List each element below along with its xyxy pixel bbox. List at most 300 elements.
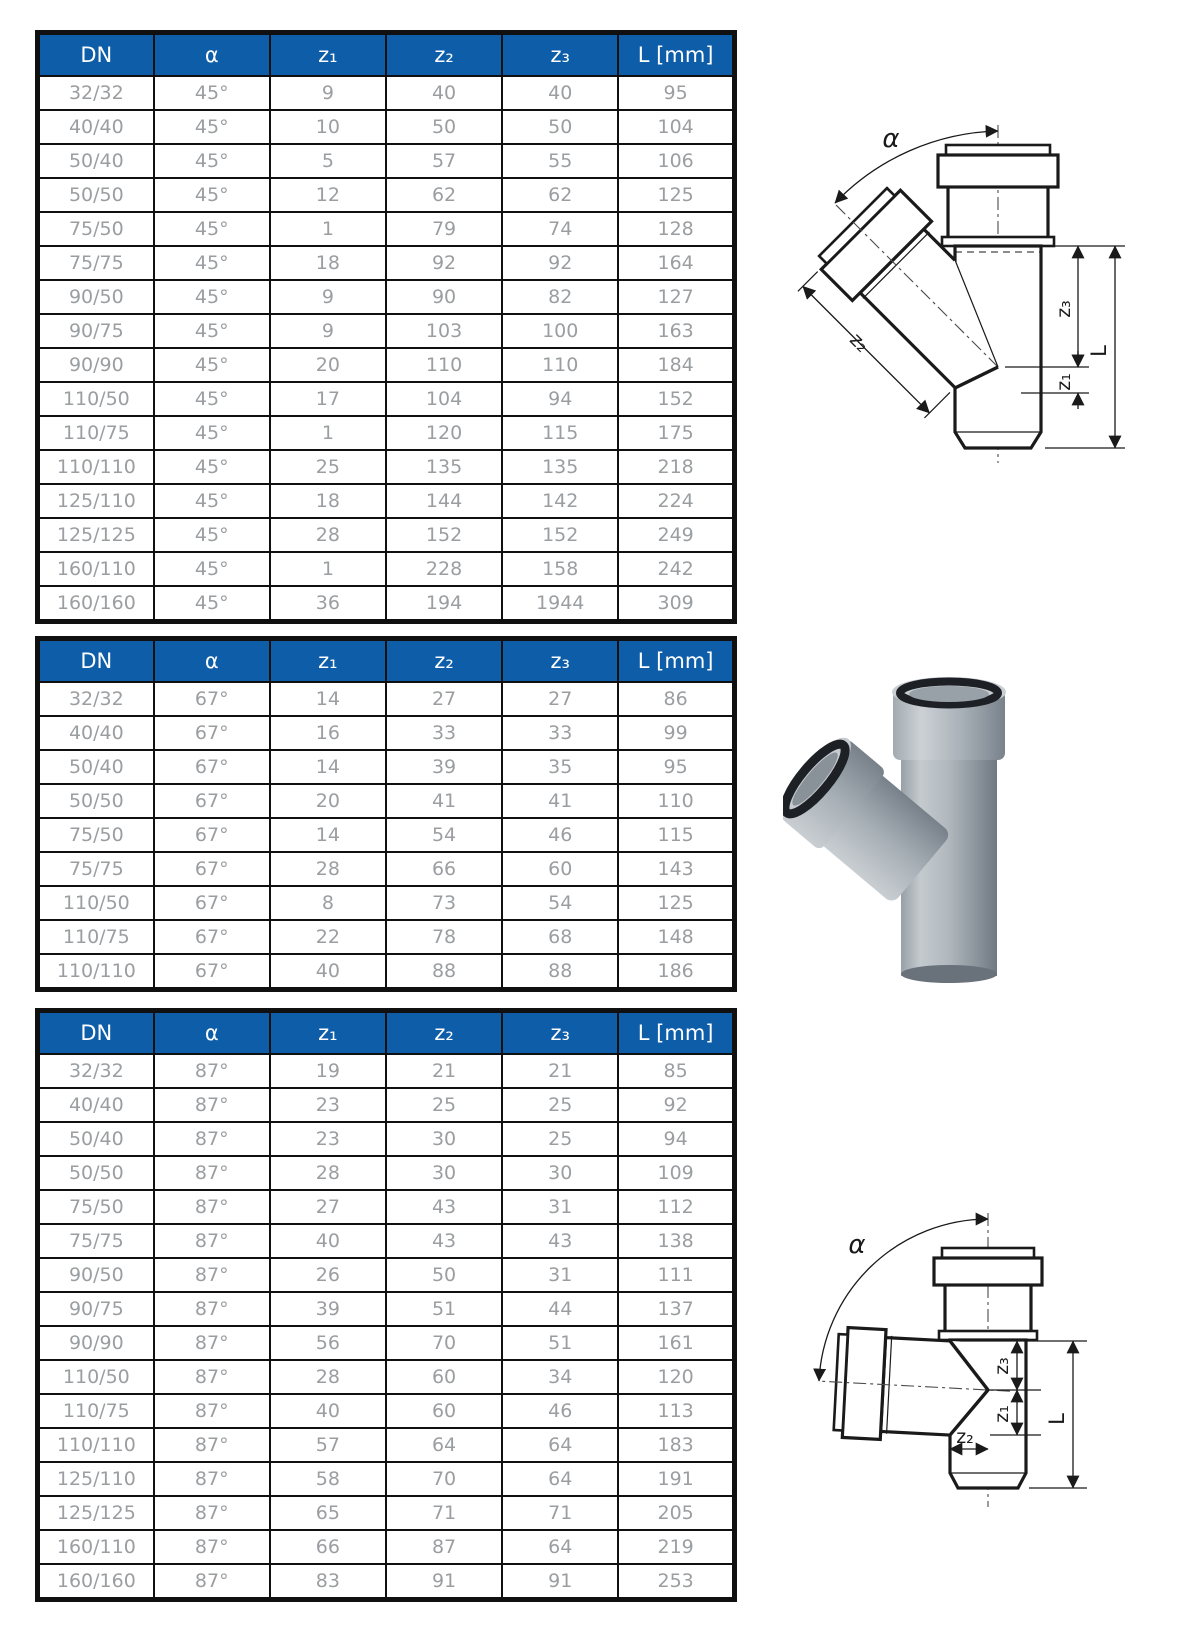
table-cell: 44 bbox=[502, 1292, 618, 1326]
table-cell: 110/50 bbox=[38, 886, 154, 920]
table-cell: 90/75 bbox=[38, 1292, 154, 1326]
table-cell: 64 bbox=[502, 1462, 618, 1496]
table-cell: 110/110 bbox=[38, 450, 154, 484]
table-row bbox=[38, 954, 735, 990]
table-cell: 82 bbox=[502, 280, 618, 314]
table-cell: 160/160 bbox=[38, 1564, 154, 1600]
table-cell: 67° bbox=[154, 852, 270, 886]
table-cell: 90 bbox=[386, 280, 502, 314]
table-cell: 224 bbox=[618, 484, 734, 518]
table-cell: 115 bbox=[502, 416, 618, 450]
table-cell: 87° bbox=[154, 1054, 270, 1088]
table-row bbox=[38, 886, 735, 920]
table-cell: 45° bbox=[154, 314, 270, 348]
table-cell: 152 bbox=[502, 518, 618, 552]
table-row bbox=[38, 716, 735, 750]
table-cell: 249 bbox=[618, 518, 734, 552]
table-cell: 23 bbox=[270, 1122, 386, 1156]
table-cell: 40/40 bbox=[38, 110, 154, 144]
table-cell: 90/90 bbox=[38, 348, 154, 382]
alpha-label: α bbox=[882, 124, 900, 154]
table-cell: 87° bbox=[154, 1156, 270, 1190]
table-cell: 110/75 bbox=[38, 1394, 154, 1428]
table-cell: 45° bbox=[154, 586, 270, 622]
table-row bbox=[38, 280, 735, 314]
table-cell: 70 bbox=[386, 1326, 502, 1360]
table-cell: 87° bbox=[154, 1360, 270, 1394]
table-cell: 62 bbox=[386, 178, 502, 212]
table-cell: 21 bbox=[386, 1054, 502, 1088]
table-row bbox=[38, 586, 735, 622]
table-cell: 160/110 bbox=[38, 552, 154, 586]
table-cell: 67° bbox=[154, 818, 270, 852]
table-row bbox=[38, 382, 735, 416]
table-cell: 191 bbox=[618, 1462, 734, 1496]
table-cell: 163 bbox=[618, 314, 734, 348]
table-cell: 67° bbox=[154, 886, 270, 920]
table-cell: 31 bbox=[502, 1258, 618, 1292]
table-cell: 100 bbox=[502, 314, 618, 348]
table-cell: 66 bbox=[386, 852, 502, 886]
table-cell: 40 bbox=[386, 76, 502, 110]
table-cell: 75/50 bbox=[38, 1190, 154, 1224]
z3-label: z₃ bbox=[991, 1357, 1013, 1375]
table-cell: 120 bbox=[386, 416, 502, 450]
table-cell: 67° bbox=[154, 920, 270, 954]
L-label: L bbox=[1045, 1413, 1069, 1425]
table-cell: 125/125 bbox=[38, 518, 154, 552]
table-cell: 75/50 bbox=[38, 212, 154, 246]
table-cell: 45° bbox=[154, 178, 270, 212]
socket-cap bbox=[938, 155, 1058, 187]
table-row bbox=[38, 1496, 735, 1530]
table-cell: 87° bbox=[154, 1122, 270, 1156]
table-cell: 110/50 bbox=[38, 1360, 154, 1394]
header-row bbox=[38, 33, 735, 77]
table-cell: 71 bbox=[386, 1496, 502, 1530]
table-cell: 125 bbox=[618, 886, 734, 920]
column-header: z₂ bbox=[386, 33, 502, 77]
table-cell: 67° bbox=[154, 682, 270, 716]
table-cell: 27 bbox=[270, 1190, 386, 1224]
table-cell: 35 bbox=[502, 750, 618, 784]
table-cell: 74 bbox=[502, 212, 618, 246]
table-cell: 143 bbox=[618, 852, 734, 886]
table-cell: 51 bbox=[386, 1292, 502, 1326]
table-cell: 110/75 bbox=[38, 920, 154, 954]
table-cell: 55 bbox=[502, 144, 618, 178]
table-cell: 58 bbox=[270, 1462, 386, 1496]
table-cell: 95 bbox=[618, 76, 734, 110]
top-socket-inside bbox=[909, 686, 989, 702]
table-cell: 40 bbox=[270, 954, 386, 990]
table-cell: 9 bbox=[270, 314, 386, 348]
table-row bbox=[38, 246, 735, 280]
table-cell: 83 bbox=[270, 1564, 386, 1600]
table-cell: 111 bbox=[618, 1258, 734, 1292]
table-cell: 45° bbox=[154, 484, 270, 518]
table-cell: 33 bbox=[386, 716, 502, 750]
table-cell: 309 bbox=[618, 586, 734, 622]
z2-label: z₂ bbox=[956, 1426, 974, 1448]
table-cell: 30 bbox=[502, 1156, 618, 1190]
table-cell: 75/75 bbox=[38, 1224, 154, 1258]
table-cell: 41 bbox=[386, 784, 502, 818]
product-photo-67deg-fitting bbox=[783, 648, 1031, 988]
table-cell: 19 bbox=[270, 1054, 386, 1088]
table-cell: 50 bbox=[502, 110, 618, 144]
table-cell: 87 bbox=[386, 1530, 502, 1564]
table-cell: 184 bbox=[618, 348, 734, 382]
table-cell: 219 bbox=[618, 1530, 734, 1564]
bottom-shadow bbox=[901, 965, 997, 983]
pipe-body bbox=[950, 1340, 1026, 1488]
table-cell: 16 bbox=[270, 716, 386, 750]
table-cell: 57 bbox=[386, 144, 502, 178]
table-cell: 148 bbox=[618, 920, 734, 954]
table-cell: 54 bbox=[502, 886, 618, 920]
table-cell: 40 bbox=[270, 1394, 386, 1428]
table-cell: 120 bbox=[618, 1360, 734, 1394]
technical-drawing-45deg bbox=[793, 95, 1138, 470]
table-cell: 92 bbox=[502, 246, 618, 280]
table-cell: 32/32 bbox=[38, 76, 154, 110]
table-cell: 152 bbox=[386, 518, 502, 552]
table-row bbox=[38, 1530, 735, 1564]
table-cell: 33 bbox=[502, 716, 618, 750]
table-cell: 43 bbox=[386, 1190, 502, 1224]
table-cell: 57 bbox=[270, 1428, 386, 1462]
table-cell: 104 bbox=[618, 110, 734, 144]
table-cell: 87° bbox=[154, 1564, 270, 1600]
table-cell: 20 bbox=[270, 784, 386, 818]
table-cell: 8 bbox=[270, 886, 386, 920]
table-cell: 94 bbox=[618, 1122, 734, 1156]
table-cell: 27 bbox=[386, 682, 502, 716]
table-cell: 14 bbox=[270, 682, 386, 716]
table-cell: 39 bbox=[386, 750, 502, 784]
column-header: L [mm] bbox=[618, 1011, 734, 1055]
table-row bbox=[38, 450, 735, 484]
table-cell: 9 bbox=[270, 280, 386, 314]
table-cell: 135 bbox=[386, 450, 502, 484]
table-cell: 142 bbox=[502, 484, 618, 518]
table-row bbox=[38, 484, 735, 518]
z1-label: z₁ bbox=[1053, 373, 1075, 391]
column-header: z₃ bbox=[502, 33, 618, 77]
column-header: z₁ bbox=[270, 1011, 386, 1055]
table-cell: 87° bbox=[154, 1190, 270, 1224]
table-cell: 79 bbox=[386, 212, 502, 246]
table-cell: 110/110 bbox=[38, 1428, 154, 1462]
table-cell: 45° bbox=[154, 212, 270, 246]
table-cell: 88 bbox=[386, 954, 502, 990]
table-cell: 45° bbox=[154, 450, 270, 484]
table-cell: 28 bbox=[270, 1156, 386, 1190]
table-cell: 45° bbox=[154, 144, 270, 178]
table-cell: 32/32 bbox=[38, 682, 154, 716]
table-cell: 31 bbox=[502, 1190, 618, 1224]
table-cell: 152 bbox=[618, 382, 734, 416]
table-cell: 75/50 bbox=[38, 818, 154, 852]
table-cell: 103 bbox=[386, 314, 502, 348]
table-cell: 106 bbox=[618, 144, 734, 178]
table-cell: 110 bbox=[502, 348, 618, 382]
table-cell: 39 bbox=[270, 1292, 386, 1326]
table-cell: 115 bbox=[618, 818, 734, 852]
alpha-label: α bbox=[848, 1230, 866, 1260]
table-cell: 242 bbox=[618, 552, 734, 586]
table-cell: 20 bbox=[270, 348, 386, 382]
table-body bbox=[38, 76, 735, 622]
table-cell: 27 bbox=[502, 682, 618, 716]
table-cell: 45° bbox=[154, 552, 270, 586]
table-row bbox=[38, 348, 735, 382]
table-cell: 66 bbox=[270, 1530, 386, 1564]
table-row bbox=[38, 1394, 735, 1428]
table-cell: 65 bbox=[270, 1496, 386, 1530]
table-cell: 160/110 bbox=[38, 1530, 154, 1564]
table-cell: 67° bbox=[154, 784, 270, 818]
table-cell: 32/32 bbox=[38, 1054, 154, 1088]
table-cell: 5 bbox=[270, 144, 386, 178]
table-cell: 18 bbox=[270, 484, 386, 518]
table-cell: 112 bbox=[618, 1190, 734, 1224]
table-cell: 110 bbox=[618, 784, 734, 818]
table-cell: 50/40 bbox=[38, 1122, 154, 1156]
table-cell: 194 bbox=[386, 586, 502, 622]
table-row bbox=[38, 1258, 735, 1292]
table-cell: 110/75 bbox=[38, 416, 154, 450]
table-cell: 109 bbox=[618, 1156, 734, 1190]
table-cell: 90/90 bbox=[38, 1326, 154, 1360]
socket-cap bbox=[934, 1258, 1042, 1285]
table-cell: 144 bbox=[386, 484, 502, 518]
table-cell: 87° bbox=[154, 1394, 270, 1428]
table-cell: 40 bbox=[502, 76, 618, 110]
table-cell: 87° bbox=[154, 1326, 270, 1360]
table-cell: 28 bbox=[270, 852, 386, 886]
column-header: DN bbox=[38, 33, 154, 77]
table-cell: 158 bbox=[502, 552, 618, 586]
table-cell: 99 bbox=[618, 716, 734, 750]
table-cell: 87° bbox=[154, 1292, 270, 1326]
table-cell: 56 bbox=[270, 1326, 386, 1360]
table-cell: 51 bbox=[502, 1326, 618, 1360]
table-cell: 54 bbox=[386, 818, 502, 852]
dimension-table-45deg bbox=[35, 30, 737, 624]
table-row bbox=[38, 178, 735, 212]
table-cell: 125/125 bbox=[38, 1496, 154, 1530]
table-cell: 45° bbox=[154, 416, 270, 450]
table-cell: 1 bbox=[270, 212, 386, 246]
table-cell: 160/160 bbox=[38, 586, 154, 622]
table-row bbox=[38, 750, 735, 784]
table-cell: 12 bbox=[270, 178, 386, 212]
table-cell: 90/75 bbox=[38, 314, 154, 348]
table-cell: 137 bbox=[618, 1292, 734, 1326]
column-header: z₁ bbox=[270, 33, 386, 77]
table-cell: 91 bbox=[502, 1564, 618, 1600]
table-row bbox=[38, 552, 735, 586]
table-cell: 183 bbox=[618, 1428, 734, 1462]
column-header: L [mm] bbox=[618, 33, 734, 77]
table-row bbox=[38, 1190, 735, 1224]
table-cell: 25 bbox=[502, 1088, 618, 1122]
table-cell: 161 bbox=[618, 1326, 734, 1360]
column-header: α bbox=[154, 33, 270, 77]
L-label: L bbox=[1087, 345, 1111, 357]
table-cell: 45° bbox=[154, 348, 270, 382]
table-cell: 218 bbox=[618, 450, 734, 484]
table-cell: 110 bbox=[386, 348, 502, 382]
header-row bbox=[38, 639, 735, 683]
table-cell: 90/50 bbox=[38, 280, 154, 314]
table-cell: 43 bbox=[386, 1224, 502, 1258]
table-cell: 87° bbox=[154, 1462, 270, 1496]
table-cell: 40 bbox=[270, 1224, 386, 1258]
table-cell: 28 bbox=[270, 518, 386, 552]
table-cell: 50/50 bbox=[38, 784, 154, 818]
table-cell: 125/110 bbox=[38, 484, 154, 518]
table-cell: 104 bbox=[386, 382, 502, 416]
table-cell: 1 bbox=[270, 552, 386, 586]
table-row bbox=[38, 212, 735, 246]
table-cell: 88 bbox=[502, 954, 618, 990]
table-row bbox=[38, 1462, 735, 1496]
table-cell: 41 bbox=[502, 784, 618, 818]
table-cell: 50/50 bbox=[38, 1156, 154, 1190]
table-cell: 45° bbox=[154, 76, 270, 110]
z3-label: z₃ bbox=[1053, 300, 1075, 318]
table-cell: 75/75 bbox=[38, 246, 154, 280]
table-cell: 45° bbox=[154, 110, 270, 144]
column-header: α bbox=[154, 639, 270, 683]
table-row bbox=[38, 1326, 735, 1360]
table-body bbox=[38, 682, 735, 990]
table-cell: 70 bbox=[386, 1462, 502, 1496]
column-header: DN bbox=[38, 639, 154, 683]
table-cell: 30 bbox=[386, 1156, 502, 1190]
table-cell: 75/75 bbox=[38, 852, 154, 886]
table-cell: 45° bbox=[154, 382, 270, 416]
table-cell: 110/50 bbox=[38, 382, 154, 416]
table-cell: 127 bbox=[618, 280, 734, 314]
table-cell: 186 bbox=[618, 954, 734, 990]
dimension-table-87deg bbox=[35, 1008, 737, 1602]
table-row bbox=[38, 144, 735, 178]
table-cell: 67° bbox=[154, 716, 270, 750]
table-cell: 90/50 bbox=[38, 1258, 154, 1292]
table-cell: 22 bbox=[270, 920, 386, 954]
z2-label: z₂ bbox=[845, 328, 874, 357]
table-cell: 87° bbox=[154, 1088, 270, 1122]
table-row bbox=[38, 1360, 735, 1394]
table-cell: 175 bbox=[618, 416, 734, 450]
table-cell: 34 bbox=[502, 1360, 618, 1394]
table-cell: 87° bbox=[154, 1428, 270, 1462]
table-cell: 85 bbox=[618, 1054, 734, 1088]
table-row bbox=[38, 76, 735, 110]
table-row bbox=[38, 1428, 735, 1462]
table-cell: 40/40 bbox=[38, 716, 154, 750]
table-cell: 67° bbox=[154, 750, 270, 784]
table-row bbox=[38, 1156, 735, 1190]
table-cell: 46 bbox=[502, 818, 618, 852]
table-cell: 17 bbox=[270, 382, 386, 416]
table-row bbox=[38, 1564, 735, 1600]
table-cell: 50 bbox=[386, 110, 502, 144]
table-cell: 45° bbox=[154, 246, 270, 280]
table-row bbox=[38, 784, 735, 818]
table-cell: 25 bbox=[502, 1122, 618, 1156]
table-cell: 43 bbox=[502, 1224, 618, 1258]
z1-label: z₁ bbox=[991, 1405, 1013, 1423]
table-cell: 138 bbox=[618, 1224, 734, 1258]
table-cell: 87° bbox=[154, 1530, 270, 1564]
table-cell: 64 bbox=[386, 1428, 502, 1462]
table-cell: 25 bbox=[270, 450, 386, 484]
table-row bbox=[38, 416, 735, 450]
dimension-table-67deg bbox=[35, 636, 737, 992]
table-body bbox=[38, 1054, 735, 1600]
column-header: z₂ bbox=[386, 639, 502, 683]
table-cell: 86 bbox=[618, 682, 734, 716]
table-row bbox=[38, 110, 735, 144]
table-cell: 164 bbox=[618, 246, 734, 280]
table-cell: 26 bbox=[270, 1258, 386, 1292]
table-cell: 50 bbox=[386, 1258, 502, 1292]
table-cell: 135 bbox=[502, 450, 618, 484]
table-row bbox=[38, 518, 735, 552]
table-cell: 1944 bbox=[502, 586, 618, 622]
table-cell: 40/40 bbox=[38, 1088, 154, 1122]
table-cell: 60 bbox=[386, 1360, 502, 1394]
column-header: z₃ bbox=[502, 639, 618, 683]
table-cell: 228 bbox=[386, 552, 502, 586]
column-header: z₃ bbox=[502, 1011, 618, 1055]
table-cell: 205 bbox=[618, 1496, 734, 1530]
table-cell: 14 bbox=[270, 818, 386, 852]
table-row bbox=[38, 920, 735, 954]
column-header: L [mm] bbox=[618, 639, 734, 683]
table-cell: 1 bbox=[270, 416, 386, 450]
table-row bbox=[38, 1292, 735, 1326]
table-cell: 67° bbox=[154, 954, 270, 990]
table-cell: 28 bbox=[270, 1360, 386, 1394]
table-cell: 73 bbox=[386, 886, 502, 920]
table-cell: 253 bbox=[618, 1564, 734, 1600]
table-cell: 21 bbox=[502, 1054, 618, 1088]
table-row bbox=[38, 818, 735, 852]
table-cell: 18 bbox=[270, 246, 386, 280]
table-cell: 64 bbox=[502, 1530, 618, 1564]
table-cell: 128 bbox=[618, 212, 734, 246]
table-row bbox=[38, 1054, 735, 1088]
table-cell: 68 bbox=[502, 920, 618, 954]
table-row bbox=[38, 314, 735, 348]
table-cell: 9 bbox=[270, 76, 386, 110]
header-row bbox=[38, 1011, 735, 1055]
table-row bbox=[38, 852, 735, 886]
table-row bbox=[38, 1122, 735, 1156]
table-cell: 87° bbox=[154, 1496, 270, 1530]
table-cell: 92 bbox=[386, 246, 502, 280]
table-cell: 50/50 bbox=[38, 178, 154, 212]
table-cell: 87° bbox=[154, 1224, 270, 1258]
column-header: DN bbox=[38, 1011, 154, 1055]
table-cell: 50/40 bbox=[38, 750, 154, 784]
